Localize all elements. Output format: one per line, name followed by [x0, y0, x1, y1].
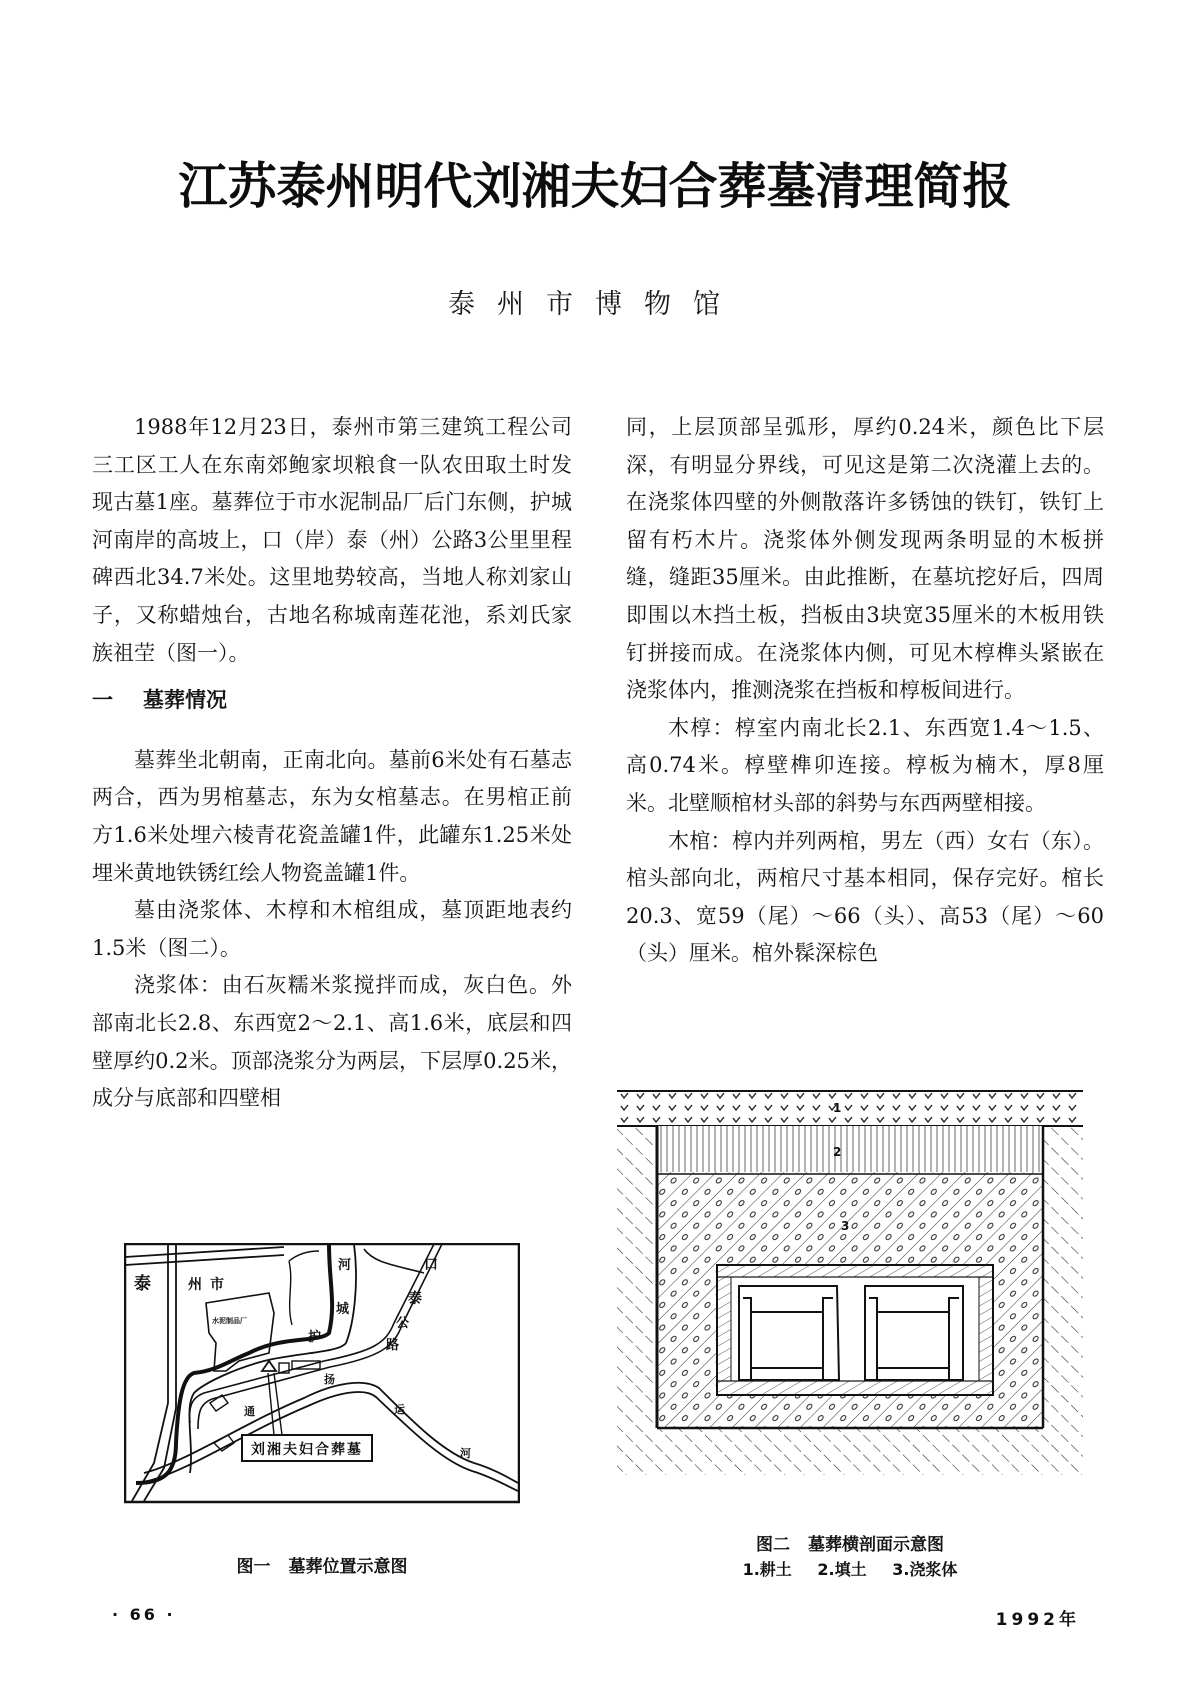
tomb-label: 刘湘夫妇合葬墓	[251, 1442, 363, 1458]
coffin-west	[739, 1286, 839, 1380]
body-paragraph: 木椁：椁室内南北长2.1、东西宽1.4～1.5、高0.74米。椁壁榫卯连接。椁板为楠木，厚8厘米。北壁顺棺材头部的斜势与东西两壁相接。	[626, 715, 1104, 815]
map-label-factory: 水泥制品厂	[212, 1317, 247, 1325]
body-paragraph: 墓葬坐北朝南，正南北向。墓前6米处有石墓志两合，西为男棺墓志，东为女棺墓志。在男棺正前方1.6米处埋六棱青花瓷盖罐1件，此罐东1.25米处埋米黄地铁锈红绘人物瓷盖罐1件。	[92, 747, 572, 885]
layer-plough-soil	[617, 1090, 1083, 1126]
left-column	[92, 409, 572, 1118]
map-label-river-hu: 护	[308, 1330, 322, 1345]
map-road-north	[125, 1247, 284, 1265]
map-label-road-lu: 路	[386, 1338, 400, 1353]
map-label-city-zhou: 州	[188, 1277, 202, 1293]
body-paragraph: 浇浆体：由石灰糯米浆搅拌而成，灰白色。外部南北长2.8、东西宽2～2.1、高1.6米，底层和四壁厚约0.2米。顶部浇浆分为两层，下层厚0.25米，成分与底部和四壁相	[92, 973, 572, 1111]
map-label-city-tai: 泰	[134, 1274, 151, 1294]
tomb-leader-line	[268, 1373, 282, 1435]
section-heading	[92, 682, 572, 720]
legend-item: 3.浇浆体	[892, 1560, 958, 1579]
map-label-canal-yang: 扬	[324, 1373, 335, 1386]
body-paragraph: 木棺：椁内并列两棺，男左（西）女右（东）。棺头部向北，两棺尺寸基本相同，保存完好。棺长20.3、宽59（尾）～66（头）、高53（尾）～60（头）厘米。棺外髹深棕色	[626, 828, 1104, 966]
intro-paragraph: 1988年12月23日，泰州市第三建筑工程公司三工区工人在东南郊鲍家坝粮食一队农田取土时发现古墓1座。墓葬位于市水泥制品厂后门东侧，护城河南岸的高坡上，口（岸）泰（州）公路3公里里程碑西北34.7米处。这里地势较高，当地人称刘家山子，又称蜡烛台，古地名称城南莲花池，系刘氏家族祖茔（图一）。	[92, 415, 572, 665]
tomb-marker-icon	[262, 1361, 276, 1371]
legend-item: 2.填土	[817, 1560, 867, 1579]
location-map-figure	[124, 1243, 520, 1505]
layer-label-2: 2	[833, 1145, 842, 1159]
map-label-river-cheng: 城	[336, 1302, 350, 1317]
map-factory-outline	[206, 1293, 274, 1371]
map-side-road	[364, 1249, 424, 1273]
coffin-east	[865, 1286, 963, 1380]
map-label-canal-tong: 通	[244, 1405, 255, 1418]
layer-label-3: 3	[841, 1219, 850, 1233]
section-title: 墓葬情况	[143, 688, 227, 713]
map-label-road-tai: 泰	[408, 1291, 422, 1307]
map-label-road-gong: 公	[396, 1316, 410, 1331]
legend-item: 1.耕土	[742, 1560, 792, 1579]
layer-label-1: 1	[833, 1101, 842, 1115]
body-paragraph: 墓由浇浆体、木椁和木棺组成，墓顶距地表约1.5米（图二）。	[92, 898, 572, 960]
map-label-road-kou: 口	[424, 1257, 438, 1273]
page-number: · 66 ·	[112, 1605, 176, 1624]
journal-year: 1992年	[995, 1610, 1080, 1630]
figure2-legend	[617, 1557, 1083, 1580]
figure2-caption	[617, 1530, 1083, 1555]
map-label-canal-yun: 运	[394, 1403, 405, 1416]
map-label-canal-he: 河	[460, 1447, 471, 1460]
section-number: 一	[92, 688, 113, 713]
map-frame	[125, 1244, 519, 1502]
body-paragraph: 同，上层顶部呈弧形，厚约0.24米，颜色比下层深，有明显分界线，可见这是第二次浇灌上去的。在浇浆体四壁的外侧散落许多锈蚀的铁钉，铁钉上留有朽木片。浇浆体外侧发现两条明显的木板拼缝，缝距35厘米。由此推断，在墓坑挖好后，四周即围以木挡土板，挡板由3块宽35厘米的木板用铁钉拼接而成。在浇浆体内侧，可见木椁榫头紧嵌在浇浆体内，推测浇浆在挡板和椁板间进行。	[626, 415, 1104, 703]
figure2-title: 墓葬横剖面示意图	[808, 1535, 944, 1555]
map-stream	[289, 1251, 319, 1325]
right-column	[626, 409, 1104, 973]
article-title: 江苏泰州明代刘湘夫妇合葬墓清理简报	[178, 158, 1012, 215]
map-building	[210, 1395, 228, 1411]
figure2-number: 图二	[756, 1535, 790, 1555]
figure1-title: 墓葬位置示意图	[288, 1557, 408, 1577]
cross-section-figure	[617, 1090, 1083, 1475]
figure1-caption	[124, 1552, 520, 1577]
map-label-city-shi: 市	[210, 1277, 224, 1293]
map-label-river-he: 河	[338, 1258, 352, 1273]
figure1-number: 图一	[236, 1557, 271, 1577]
article-author: 泰州市博物馆	[448, 289, 742, 320]
